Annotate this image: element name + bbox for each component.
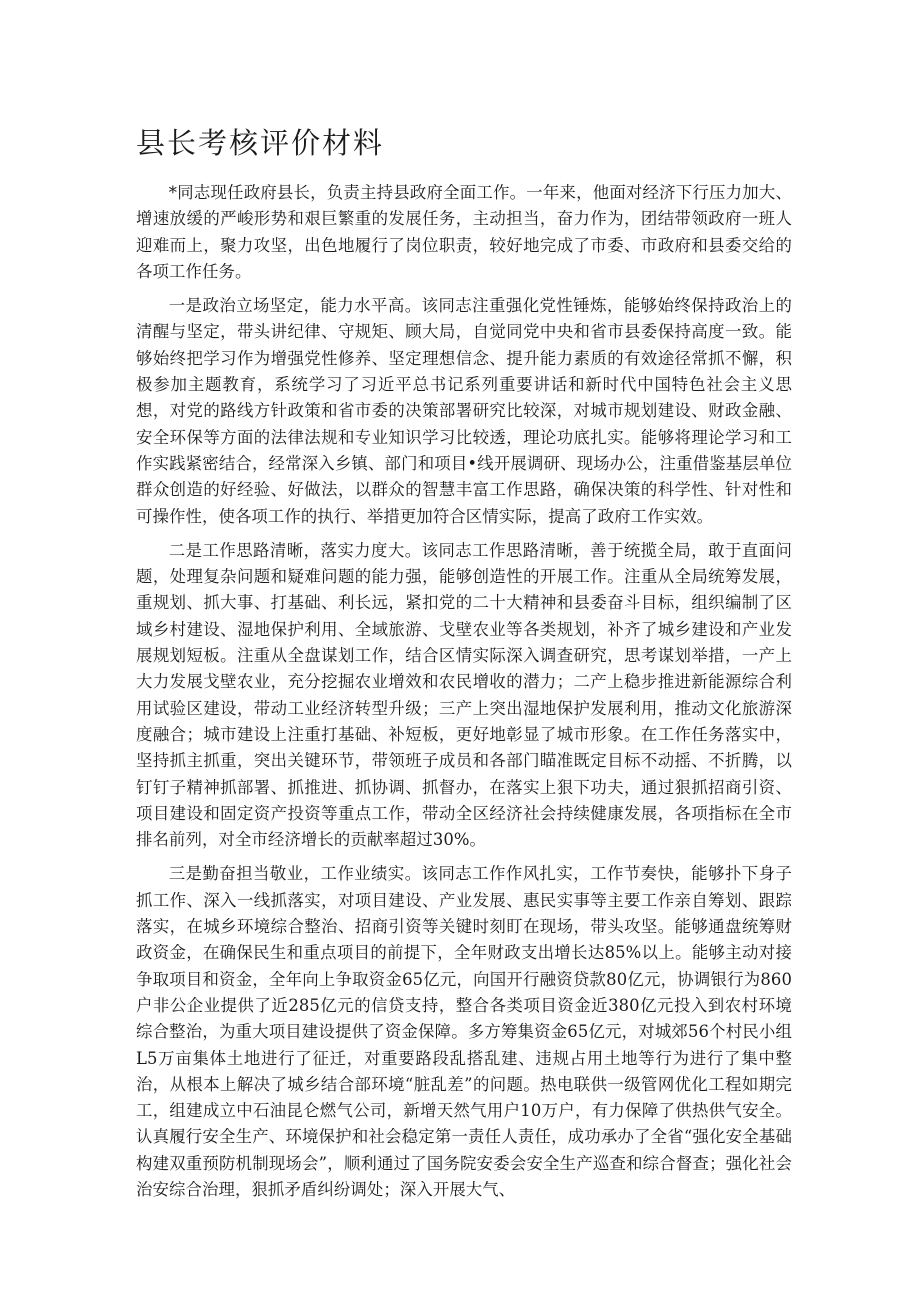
paragraph-political-stance: 一是政治立场坚定，能力水平高。该同志注重强化党性锤炼，能够始终保持政治上的清醒与坚定，带头讲纪律、守规矩、顾大局，自觉同党中央和省市县委保持高度一致。能够始终把学习作为增强党性修养、坚定理想信念、提升能力素质的有效途径常抓不懈，积极参加主题教育，系统学习了习近平总书记系列重要讲话和新时代中国特色社会主义思想，对党的路线方针政策和省市委的决策部署研究比较深，对城市规划建设、财政金融、安全环保等方面的法律法规和专业知识学习比较透，理论功底扎实。能够将理论学习和工作实践紧密结合，经常深入乡镇、部门和项目•线开展调研、现场办公，注重借鉴基层单位群众创造的好经验、好做法，以群众的智慧丰富工作思路，确保决策的科学性、针对性和可操作性，使各项工作的执行、举措更加符合区情实际，提高了政府工作实效。 xyxy=(136,296,792,526)
document-title: 县长考核评价材料 xyxy=(136,126,385,160)
paragraph-work-approach: 二是工作思路清晰，落实力度大。该同志工作思路清晰，善于统揽全局，敢于直面问题，处理复杂问题和疑难问题的能力强，能够创造性的开展工作。注重从全局统筹发展，重规划、抓大事、打基础、利长远，紧扣党的二十大精神和县委奋斗目标，组织编制了区域乡村建设、湿地保护利用、全域旅游、戈壁农业等各类规划，补齐了城乡建设和产业发展规划短板。注重从全盘谋划工作，结合区情实际深入调查研究，思考谋划举措，一产上大力发展戈壁农业，充分挖掘农业增效和农民增收的潜力；二产上稳步推进新能源综合利用试验区建设，带动工业经济转型升级；三产上突出湿地保护发展利用，推动文化旅游深度融合；城市建设上注重打基础、补短板，更好地彰显了城市形象。在工作任务落实中，坚持抓主抓重，突出关键环节，带领班子成员和各部门瞄准既定目标不动摇、不折腾，以钉钉子精神抓部署、抓推进、抓协调、抓督办，在落实上狠下功夫，通过狠抓招商引资、项目建设和固定资产投资等重点工作，带动全区经济社会持续健康发展，各项指标在全市排名前列，对全市经济增长的贡献率超过30%。 xyxy=(136,540,792,850)
paragraph-diligence: 三是勤奋担当敬业，工作业绩实。该同志工作作风扎实，工作节奏快，能够扑下身子抓工作、深入一线抓落实，对项目建设、产业发展、惠民实事等主要工作亲自筹划、跟踪落实，在城乡环境综合整治、招商引资等关键时刻盯在现场，带头攻坚。能够通盘统筹财政资金，在确保民生和重点项目的前提下，全年财政支出增长达85%以上。能够主动对接争取项目和资金，全年向上争取资金65亿元，向国开行融资贷款80亿元，协调银行为860户非公企业提供了近285亿元的信贷支持，整合各类项目资金近380亿元投入到农村环境综合整治，为重大项目建设提供了资金保障。多方筹集资金65亿元，对城郊56个村民小组L5万亩集体土地进行了征迁，对重要路段乱搭乱建、违规占用土地等行为进行了集中整治，从根本上解决了城乡结合部环境“脏乱差”的问题。热电联供一级管网优化工程如期完工，组建成立中石油昆仑燃气公司，新增天然气用户10万户，有力保障了供热供气安全。认真履行安全生产、环境保护和社会稳定第一责任人责任，成功承办了全省“强化安全基础构建双重预防机制现场会”，顺利通过了国务院安委会安全生产巡查和综合督查；强化社会治安综合治理，狠抓矛盾纠纷调处；深入开展大气、 xyxy=(136,864,792,1199)
paragraph-intro: *同志现任政府县长，负责主持县政府全面工作。一年来，他面对经济下行压力加大、增速放缓的严峻形势和艰巨繁重的发展任务，主动担当，奋力作为，团结带领政府一班人迎难而上，聚力攻坚，出色地履行了岗位职责，较好地完成了市委、市政府和县委交给的各项工作任务。 xyxy=(136,183,792,281)
document-page xyxy=(136,118,792,1211)
